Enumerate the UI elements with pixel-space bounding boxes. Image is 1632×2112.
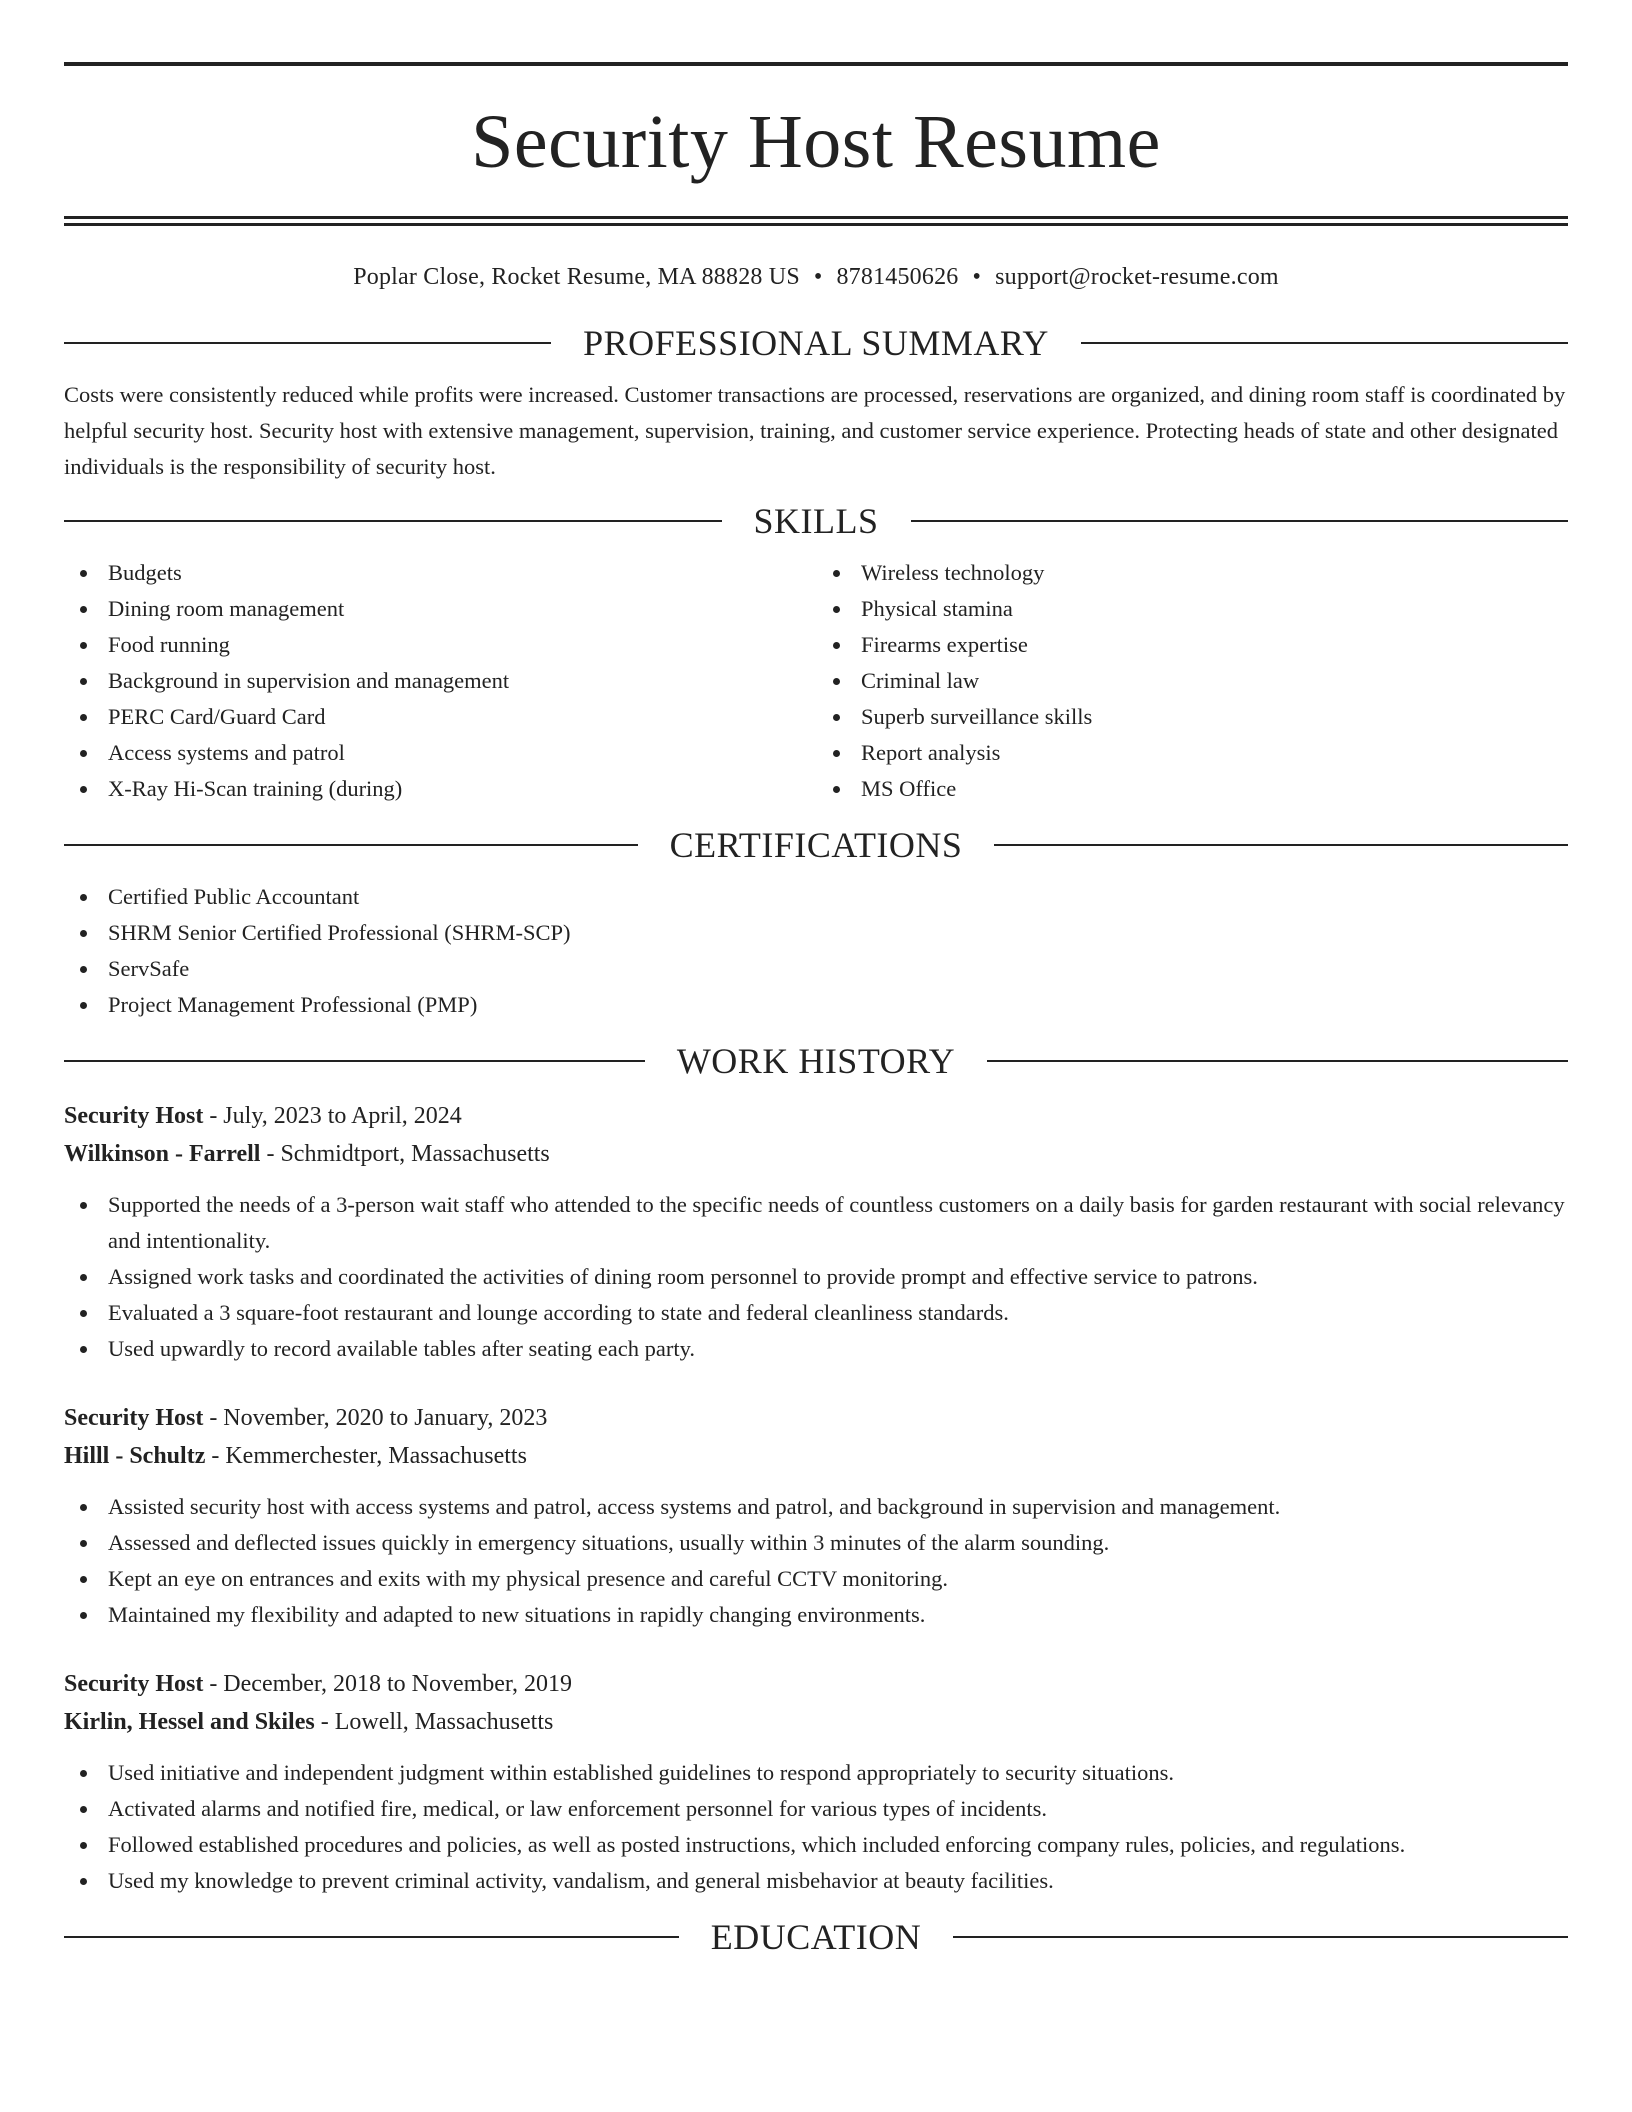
- heading-rule-right: [994, 844, 1568, 846]
- skills-grid: [64, 555, 1568, 807]
- bullet-icon: [80, 606, 87, 613]
- job-company-line: [64, 1135, 1568, 1173]
- certification-item: Project Management Professional (PMP): [64, 987, 1568, 1023]
- job-bullet: Used my knowledge to prevent criminal activity, vandalism, and general misbehavior at beauty facilities.: [64, 1863, 1568, 1899]
- contact-phone[interactable]: 8781450626: [836, 264, 959, 290]
- job-bullets: [64, 1755, 1568, 1899]
- certifications-heading: [64, 823, 1568, 867]
- job-bullet: Evaluated a 3 square-foot restaurant and lounge according to state and federal cleanliness standards.: [64, 1295, 1568, 1331]
- certification-item: SHRM Senior Certified Professional (SHRM-SCP): [64, 915, 1568, 951]
- bullet-icon: [833, 786, 840, 793]
- contact-separator: •: [972, 264, 982, 290]
- job-title-line: [64, 1097, 1568, 1135]
- bullet-icon: [833, 570, 840, 577]
- job-role: Security Host: [64, 1103, 204, 1129]
- contact-line: [64, 261, 1568, 293]
- skill-item: Food running: [64, 627, 815, 663]
- certification-item: Certified Public Accountant: [64, 879, 1568, 915]
- job-location: - Kemmerchester, Massachusetts: [205, 1443, 527, 1469]
- skill-item: Firearms expertise: [817, 627, 1568, 663]
- header-double-rule: [64, 216, 1568, 226]
- job-entry: [64, 1665, 1568, 1899]
- bullet-icon: [833, 750, 840, 757]
- skill-item: Wireless technology: [817, 555, 1568, 591]
- header-top-rule: [64, 62, 1568, 66]
- bullet-icon: [80, 678, 87, 685]
- skill-item: Physical stamina: [817, 591, 1568, 627]
- job-bullets: [64, 1489, 1568, 1633]
- work-history-title: WORK HISTORY: [676, 1041, 956, 1081]
- certification-item: ServSafe: [64, 951, 1568, 987]
- job-entry: [64, 1097, 1568, 1367]
- summary-title: PROFESSIONAL SUMMARY: [583, 323, 1049, 363]
- skills-title: SKILLS: [753, 501, 879, 541]
- job-company: Kirlin, Hessel and Skiles: [64, 1709, 315, 1735]
- bullet-icon: [80, 1002, 87, 1009]
- job-bullet: Kept an eye on entrances and exits with my physical presence and careful CCTV monitoring.: [64, 1561, 1568, 1597]
- resume-title: Security Host Resume: [471, 100, 1161, 184]
- skill-item: Background in supervision and management: [64, 663, 815, 699]
- bullet-icon: [80, 1806, 87, 1813]
- bullet-icon: [80, 894, 87, 901]
- bullet-icon: [80, 1878, 87, 1885]
- job-company: Wilkinson - Farrell: [64, 1141, 261, 1167]
- education-heading: [64, 1915, 1568, 1959]
- skill-item: Criminal law: [817, 663, 1568, 699]
- skill-item: Budgets: [64, 555, 815, 591]
- bullet-icon: [80, 570, 87, 577]
- job-dates: - November, 2020 to January, 2023: [203, 1405, 548, 1431]
- summary-text: Costs were consistently reduced while profits were increased. Customer transactions are processed, reservations are organized, and dining room staff is coordinated by helpful security host. Security host with extensive management, supervision, training, and customer service experience. Protecting heads of state and other designated individuals is the responsibility of security host.: [64, 382, 1566, 479]
- job-bullets: [64, 1187, 1568, 1367]
- heading-rule-right: [911, 520, 1569, 522]
- education-title: EDUCATION: [710, 1917, 922, 1957]
- job-company-line: [64, 1437, 1568, 1475]
- job-title-line: [64, 1665, 1568, 1703]
- skill-item: Access systems and patrol: [64, 735, 815, 771]
- heading-rule-left: [64, 844, 638, 846]
- skill-item: Superb surveillance skills: [817, 699, 1568, 735]
- certifications-title: CERTIFICATIONS: [669, 825, 963, 865]
- job-bullet: Assessed and deflected issues quickly in emergency situations, usually within 3 minutes of the alarm sounding.: [64, 1525, 1568, 1561]
- skill-item: X-Ray Hi-Scan training (during): [64, 771, 815, 807]
- job-role: Security Host: [64, 1671, 204, 1697]
- job-dates: - July, 2023 to April, 2024: [203, 1103, 462, 1129]
- summary-heading: [64, 321, 1568, 365]
- job-location: - Lowell, Massachusetts: [314, 1709, 554, 1735]
- bullet-icon: [833, 678, 840, 685]
- skills-list-left: [64, 555, 815, 807]
- job-location: - Schmidtport, Massachusetts: [260, 1141, 550, 1167]
- heading-rule-right: [953, 1936, 1568, 1938]
- job-bullet: Supported the needs of a 3-person wait staff who attended to the specific needs of countless customers on a daily basis for garden restaurant with social relevancy and intentionality.: [64, 1187, 1568, 1259]
- job-bullet: Assigned work tasks and coordinated the activities of dining room personnel to provide prompt and effective service to patrons.: [64, 1259, 1568, 1295]
- bullet-icon: [80, 642, 87, 649]
- job-title-line: [64, 1399, 1568, 1437]
- heading-rule-left: [64, 1936, 679, 1938]
- bullet-icon: [80, 1310, 87, 1317]
- job-bullet: Activated alarms and notified fire, medical, or law enforcement personnel for various types of incidents.: [64, 1791, 1568, 1827]
- bullet-icon: [80, 1612, 87, 1619]
- contact-email[interactable]: support@rocket-resume.com: [995, 264, 1279, 290]
- bullet-icon: [80, 714, 87, 721]
- bullet-icon: [833, 606, 840, 613]
- bullet-icon: [833, 642, 840, 649]
- contact-address: Poplar Close, Rocket Resume, MA 88828 US: [353, 264, 800, 290]
- bullet-icon: [80, 1576, 87, 1583]
- job-bullet: Maintained my flexibility and adapted to new situations in rapidly changing environments.: [64, 1597, 1568, 1633]
- heading-rule-left: [64, 342, 551, 344]
- heading-rule-left: [64, 520, 722, 522]
- job-dates: - December, 2018 to November, 2019: [203, 1671, 572, 1697]
- skill-item: MS Office: [817, 771, 1568, 807]
- bullet-icon: [80, 786, 87, 793]
- job-role: Security Host: [64, 1405, 204, 1431]
- job-bullet: Assisted security host with access systems and patrol, access systems and patrol, and background in supervision and management.: [64, 1489, 1568, 1525]
- job-company: Hilll - Schultz: [64, 1443, 206, 1469]
- bullet-icon: [80, 966, 87, 973]
- job-bullet: Followed established procedures and policies, as well as posted instructions, which included enforcing company rules, policies, and regulations.: [64, 1827, 1568, 1863]
- skills-list-right: [815, 555, 1568, 807]
- job-company-line: [64, 1703, 1568, 1741]
- bullet-icon: [80, 1842, 87, 1849]
- heading-rule-right: [1081, 342, 1568, 344]
- bullet-icon: [80, 750, 87, 757]
- bullet-icon: [80, 930, 87, 937]
- heading-rule-left: [64, 1060, 645, 1062]
- bullet-icon: [80, 1540, 87, 1547]
- skill-item: Dining room management: [64, 591, 815, 627]
- job-entry: [64, 1399, 1568, 1633]
- bullet-icon: [80, 1274, 87, 1281]
- job-bullet: Used upwardly to record available tables after seating each party.: [64, 1331, 1568, 1367]
- bullet-icon: [80, 1202, 87, 1209]
- work-history-heading: [64, 1039, 1568, 1083]
- bullet-icon: [80, 1346, 87, 1353]
- job-bullet: Used initiative and independent judgment within established guidelines to respond appropriately to security situations.: [64, 1755, 1568, 1791]
- bullet-icon: [80, 1770, 87, 1777]
- heading-rule-right: [987, 1060, 1568, 1062]
- bullet-icon: [80, 1504, 87, 1511]
- skill-item: PERC Card/Guard Card: [64, 699, 815, 735]
- skill-item: Report analysis: [817, 735, 1568, 771]
- certifications-list: [64, 879, 1568, 1023]
- contact-separator: •: [813, 264, 823, 290]
- bullet-icon: [833, 714, 840, 721]
- skills-heading: [64, 499, 1568, 543]
